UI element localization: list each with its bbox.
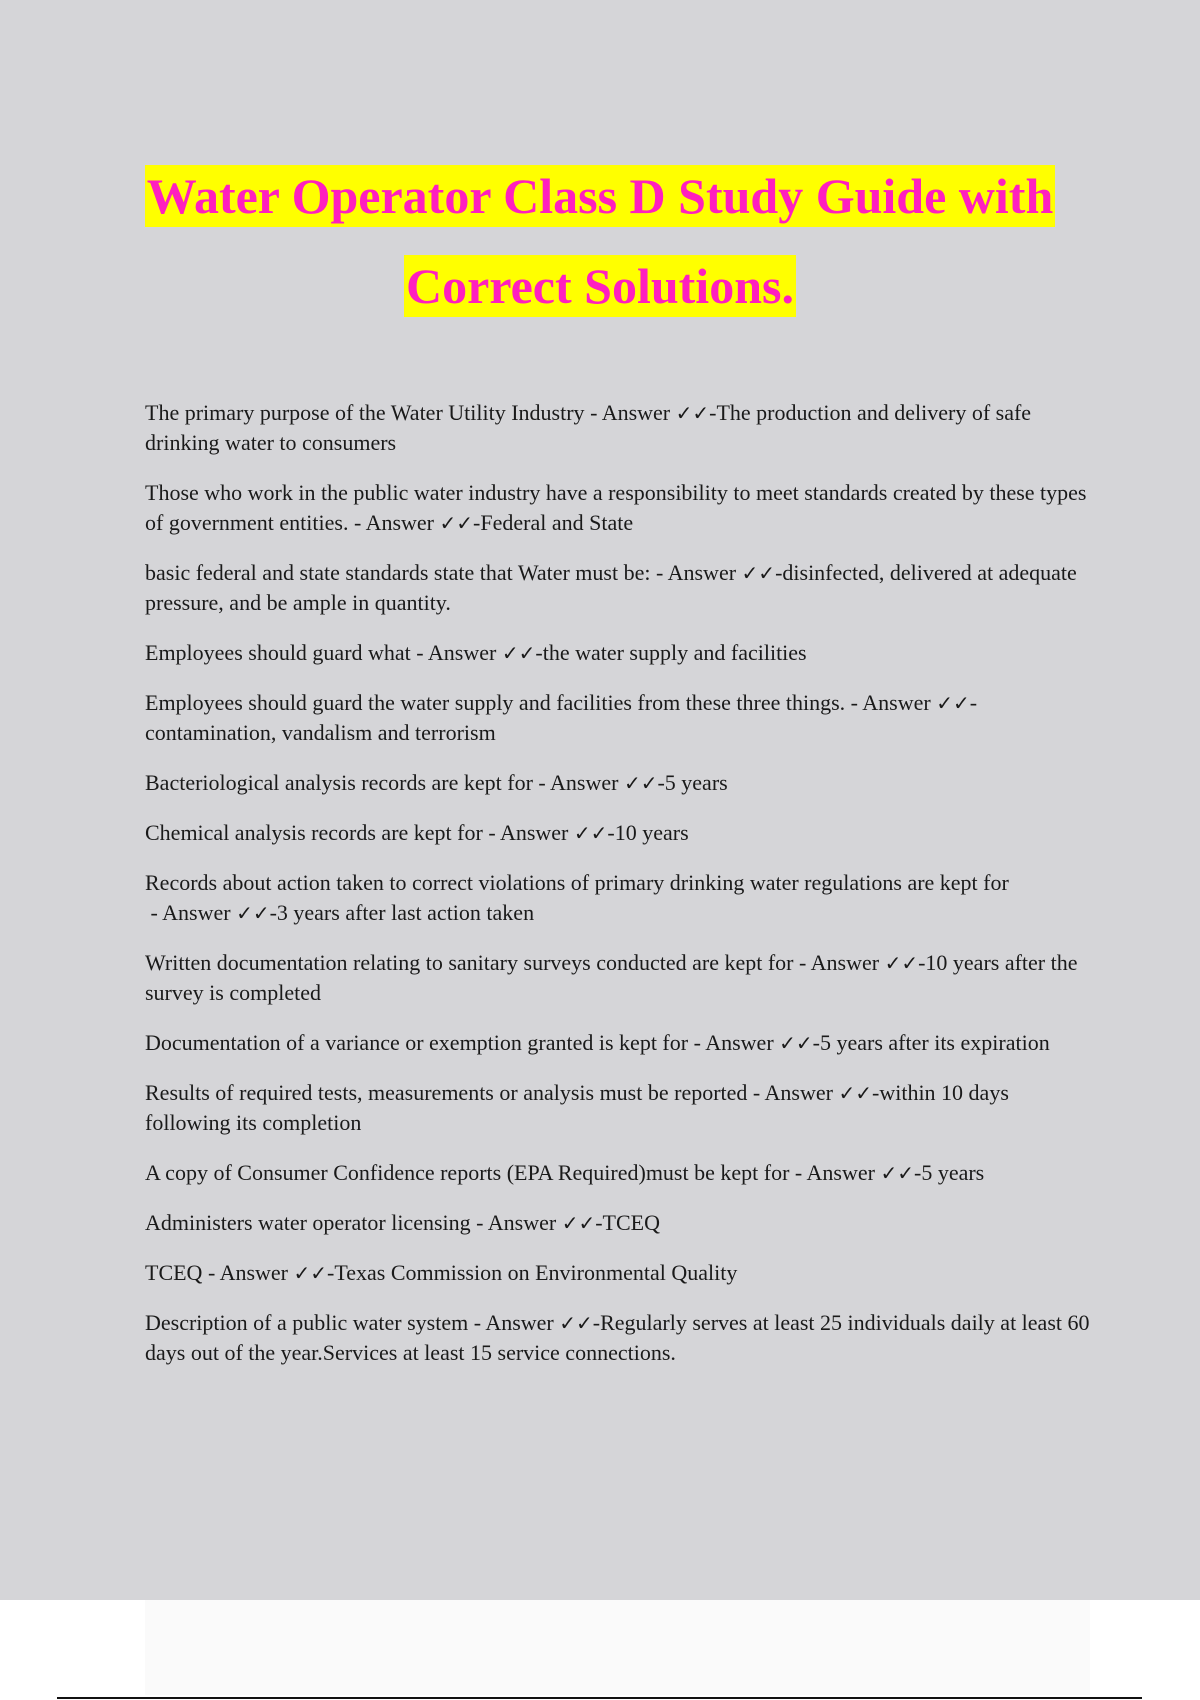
qa-separator: -: [747, 1080, 765, 1105]
qa-answer-label: Answer: [705, 1030, 774, 1055]
qa-answer-label: Answer: [806, 1160, 875, 1185]
qa-separator: -: [145, 900, 163, 925]
double-check-icon: ✓✓: [573, 821, 608, 845]
qa-question: Records about action taken to correct violations of primary drinking water regulations are kept for: [145, 870, 1009, 895]
double-check-icon: ✓✓: [838, 1081, 872, 1105]
qa-answer-label: Answer: [219, 1260, 289, 1285]
qa-answer-label: Answer: [550, 770, 619, 795]
qa-dash: -: [775, 560, 783, 585]
qa-question: Employees should guard what: [145, 640, 411, 665]
title-line-1: Water Operator Class D Study Guide with: [145, 165, 1056, 227]
qa-separator: -: [482, 820, 500, 845]
double-check-icon: ✓✓: [675, 401, 710, 425]
qa-dash: -: [592, 1310, 601, 1335]
qa-separator: -: [688, 1030, 706, 1055]
qa-answer-label: Answer: [862, 690, 931, 715]
qa-separator: -: [468, 1310, 486, 1335]
qa-answer-label: Answer: [485, 1310, 554, 1335]
qa-question: Chemical analysis records are kept for: [145, 820, 483, 845]
qa-list: [145, 398, 1090, 1388]
double-check-icon: ✓✓: [293, 1261, 328, 1285]
qa-item: [145, 1308, 1090, 1368]
qa-answer-label: Answer: [601, 400, 671, 425]
double-check-icon: ✓✓: [741, 561, 776, 585]
qa-separator: -: [348, 510, 366, 535]
qa-item: [145, 818, 1090, 848]
qa-question: Administers water operator licensing: [145, 1210, 471, 1235]
double-check-icon: ✓✓: [236, 901, 270, 925]
qa-separator: -: [410, 640, 428, 665]
qa-answer: within 10 days following its completion: [145, 1080, 1009, 1135]
qa-item: [145, 1258, 1090, 1288]
double-check-icon: ✓✓: [936, 691, 970, 715]
next-page-top: [145, 1600, 1090, 1695]
document-title: [0, 165, 1200, 317]
qa-answer: 3 years after last action taken: [276, 900, 535, 925]
qa-answer-label: Answer: [764, 1080, 833, 1105]
qa-question: Bacteriological analysis records are kept for: [145, 770, 533, 795]
qa-separator: -: [845, 690, 863, 715]
qa-item: [145, 1078, 1090, 1138]
double-check-icon: ✓✓: [880, 1161, 914, 1185]
qa-dash: -: [269, 900, 277, 925]
qa-item: [145, 768, 1090, 798]
qa-dash: -: [607, 820, 615, 845]
qa-dash: -: [969, 690, 978, 715]
qa-answer: Federal and State: [480, 510, 634, 535]
qa-dash: -: [327, 1260, 335, 1285]
double-check-icon: ✓✓: [559, 1311, 593, 1335]
qa-item: [145, 1208, 1090, 1238]
qa-question: Documentation of a variance or exemption granted is kept for: [145, 1030, 689, 1055]
qa-dash: -: [535, 640, 543, 665]
qa-answer: Texas Commission on Environmental Quality: [334, 1260, 738, 1285]
qa-dash: -: [913, 1160, 922, 1185]
footer-divider: [57, 1697, 1142, 1699]
qa-item: [145, 948, 1090, 1008]
qa-question: Employees should guard the water supply and facilities from these three things.: [145, 690, 846, 715]
qa-separator: -: [470, 1210, 488, 1235]
qa-answer: TCEQ: [602, 1210, 660, 1235]
double-check-icon: ✓✓: [623, 771, 658, 795]
double-check-icon: ✓✓: [561, 1211, 596, 1235]
qa-question: Written documentation relating to sanitary surveys conducted are kept for: [145, 950, 794, 975]
qa-item: [145, 1028, 1090, 1058]
qa-dash: -: [872, 1080, 880, 1105]
qa-answer: 5 years: [921, 1160, 985, 1185]
double-check-icon: ✓✓: [884, 951, 919, 975]
double-check-icon: ✓✓: [439, 511, 474, 535]
qa-answer-label: Answer: [162, 900, 231, 925]
qa-answer: the water supply and facilities: [542, 640, 807, 665]
qa-question: basic federal and state standards state that Water must be:: [145, 560, 651, 585]
qa-answer: disinfected, delivered at adequate pressure, and be ample in quantity.: [145, 560, 1077, 615]
title-line-2: Correct Solutions.: [404, 255, 796, 317]
qa-item: [145, 1158, 1090, 1188]
qa-item: [145, 688, 1090, 748]
qa-question: The primary purpose of the Water Utility Industry: [145, 400, 585, 425]
qa-answer: 5 years: [664, 770, 728, 795]
qa-answer-label: Answer: [365, 510, 435, 535]
page-footer-area: [0, 1600, 1200, 1700]
double-check-icon: ✓✓: [501, 641, 536, 665]
qa-answer: Regularly serves at least 25 individuals daily at least 60 days out of the year.Services at least 15 service connections.: [145, 1310, 1090, 1365]
qa-separator: -: [532, 770, 551, 795]
qa-answer: 10 years after the survey is completed: [145, 950, 1078, 1005]
qa-separator: -: [584, 400, 602, 425]
qa-answer-label: Answer: [499, 820, 569, 845]
qa-item: [145, 558, 1090, 618]
qa-dash: -: [918, 950, 926, 975]
qa-question: Those who work in the public water industry have a responsibility to meet standards created by these types of government entities.: [145, 480, 1087, 535]
qa-answer: 10 years: [614, 820, 689, 845]
qa-answer-label: Answer: [487, 1210, 557, 1235]
qa-separator: -: [793, 950, 811, 975]
qa-item: [145, 868, 1090, 928]
qa-dash: -: [595, 1210, 603, 1235]
double-check-icon: ✓✓: [779, 1031, 813, 1055]
qa-answer: 5 years after its expiration: [820, 1030, 1050, 1055]
qa-question: Results of required tests, measurements or analysis must be reported: [145, 1080, 748, 1105]
qa-dash: -: [657, 770, 665, 795]
qa-dash: -: [473, 510, 481, 535]
qa-separator: -: [202, 1260, 220, 1285]
qa-question: A copy of Consumer Confidence reports (EPA Required)must be kept for: [145, 1160, 790, 1185]
qa-dash: -: [812, 1030, 820, 1055]
qa-answer-label: Answer: [427, 640, 497, 665]
qa-answer: The production and delivery of safe drinking water to consumers: [145, 400, 1032, 455]
qa-separator: -: [789, 1160, 807, 1185]
qa-item: [145, 398, 1090, 458]
qa-question: TCEQ: [145, 1260, 203, 1285]
qa-answer: contamination, vandalism and terrorism: [145, 720, 496, 745]
qa-item: [145, 638, 1090, 668]
qa-answer-label: Answer: [667, 560, 737, 585]
qa-item: [145, 478, 1090, 538]
qa-question: Description of a public water system: [145, 1310, 469, 1335]
qa-dash: -: [709, 400, 717, 425]
qa-separator: -: [650, 560, 668, 585]
qa-answer-label: Answer: [810, 950, 880, 975]
